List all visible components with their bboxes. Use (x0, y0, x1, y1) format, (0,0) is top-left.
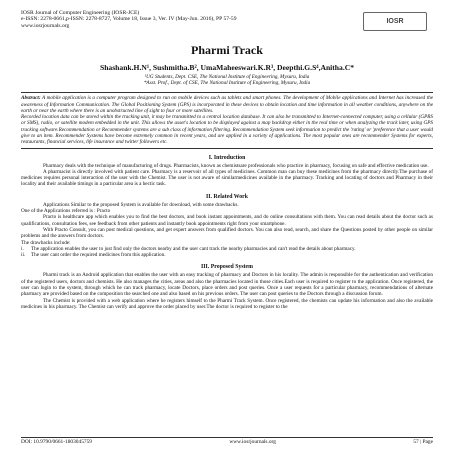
paragraph: With Practo Consult, you can post medical questions, and get expert answers from qualified doctors. You can also read, search, and share the Questions posted by other people on similar problems and the answers from doctors. (21, 226, 433, 240)
paragraph: Pharmi track is an Android application that enables the user with an easy tracking of pharmacy and Doctors in his locality. The admin is responsible for the authentication and verification of the registered users, doctors and chemists. He also manages the cities, areas and also the pharmacies located in those cities.Each user is required to register to the application. Once registered, the user can login to the system, through which he can track pharmacy, locate Doctors, place orders and post queries. Once a user requests for a particular pharmacy, recommendations of alternate pharmacy are provided based on the composition the searched one and also based on his previous orders. The user can post queries to the Doctors through a discussion forum. (21, 272, 433, 298)
journal-issn: e-ISSN: 2278-0661,p-ISSN: 2278-8727, Volume 18, Issue 3, Ver. IV (May-Jun. 2016), PP 57-59 (21, 16, 237, 23)
affiliation-1: ¹UG Students, Dept. CSE, The National Institute of Engineering, Mysuru, India (144, 74, 310, 81)
abstract-text-2: Recorded location data can be stored within the tracking unit, it may be transmitted to a central location database. It can also be transmitted to Internet-connected computer, using a cellular (GPRS or SMS), radio, or satellite modem embedded in the unit. This allows the asset's location to be displayed against a map backdrop either in the real time or when analyzing the track later, using GPS tracking software.Recommendation or Recommender systems are a sub class of information filtering. Recommendation System seek information to predict the 'rating' or 'preference that a user would give to an item. Recommender Systems have become extremely common in recent years, and are applied in a variety of applications. The most popular ones are recommender Systems for experts, restaurants, financial services, life insurance and twitter followers etc. (21, 114, 433, 146)
drawbacks-list (21, 246, 433, 259)
list-number: ii. (21, 252, 26, 259)
drawbacks-label: The drawbacks include: (21, 239, 71, 246)
footer-page-number: 57 | Page (413, 439, 433, 445)
footer-site: www.iosrjournals.org (229, 439, 276, 445)
list-number: i. (21, 245, 24, 252)
footer-doi: DOI: 10.9790/0661-1803045759 (21, 439, 92, 445)
abstract (21, 92, 433, 148)
paragraph: One of the Applications referred is : Practo (21, 208, 111, 215)
section-title-proposed-system: III. Proposed System (201, 264, 253, 271)
author-list: Shashank.H.N¹, Sushmitha.B², UmaMaheeswari.K.R³, Deepthi.G.S⁴,Anitha.C* (99, 63, 355, 73)
paragraph: Practo is healthcare app which enables you to find the best doctors, and book instant appointments, and do online consultations with them. You can read details about the doctor such as qualifications, consultation fees, see feedback from other patients and instantly book appointments right from your smartphone. (21, 214, 433, 227)
paragraph: The Chemist is provided with a web application where he registers himself to the Pharmi Track System. Once registered, the chemists can update his information and also the available medicines in his pharmacy. The Chemist can verify and approve the order placed by user.The doctor is required to register to the (21, 297, 433, 310)
abstract-label: Abstract: (21, 95, 41, 102)
affiliations (21, 74, 433, 86)
paper-title: Pharmi Track (191, 43, 263, 58)
section-title-related-work: II. Related Work (206, 193, 248, 200)
journal-logo: IOSR (363, 12, 427, 31)
list-text: The application enables the user to just find only the doctors nearby and the user cant track the nearby pharmacies and can't read the details about pharmacy. (31, 245, 356, 252)
list-text: The user cant order the required medicines from this application. (31, 252, 166, 259)
paper-page (21, 10, 433, 310)
paragraph: A pharmacist is directly involved with patient care. Pharmacy is a reservoir of all types of medicines. Common man can buy these medicines from the pharmacy directly.The purchase of medicines requires personal interaction of the user with the Chemist. The user is not aware of similarmedicines available in the pharmacy. Tracking and locating of doctors and Pharmacy in their locality and their available timings in a particular area is a hectic task. (21, 168, 433, 188)
section-title-introduction: I. Introduction (208, 154, 246, 161)
paragraph: Pharmacy deals with the technique of manufacturing of drugs. Pharmacists, known as chemistsare professionals who practice in pharmacy, focusing on safe and effective medication use. (43, 162, 429, 169)
journal-url: www.iosrjournals.org (21, 22, 70, 29)
abstract-text: A mobile application is a computer program designed to run on mobile devices such as tablets and smart phones. The development of Mobile applications and Internet has increased the awareness of Information Communication. The Global Positioning System (GPS) is incorporated in these devices to obtain location and time information in all weather conditions, anywhere on the earth or near the earth where there is an unobstructed line of sight to four or more satellites. (21, 95, 433, 114)
page-footer (21, 437, 433, 445)
paragraph: Applications Similar to the proposed System is available for download, with some drawbacks. (43, 201, 239, 208)
list-item (21, 252, 433, 258)
affiliation-2: *Asst. Prof., Dept. of CSE, The National Institute of Engineering, Mysuru, India (143, 80, 311, 87)
journal-name: IOSR Journal of Computer Engineering (IOSR-JCE) (21, 10, 140, 16)
